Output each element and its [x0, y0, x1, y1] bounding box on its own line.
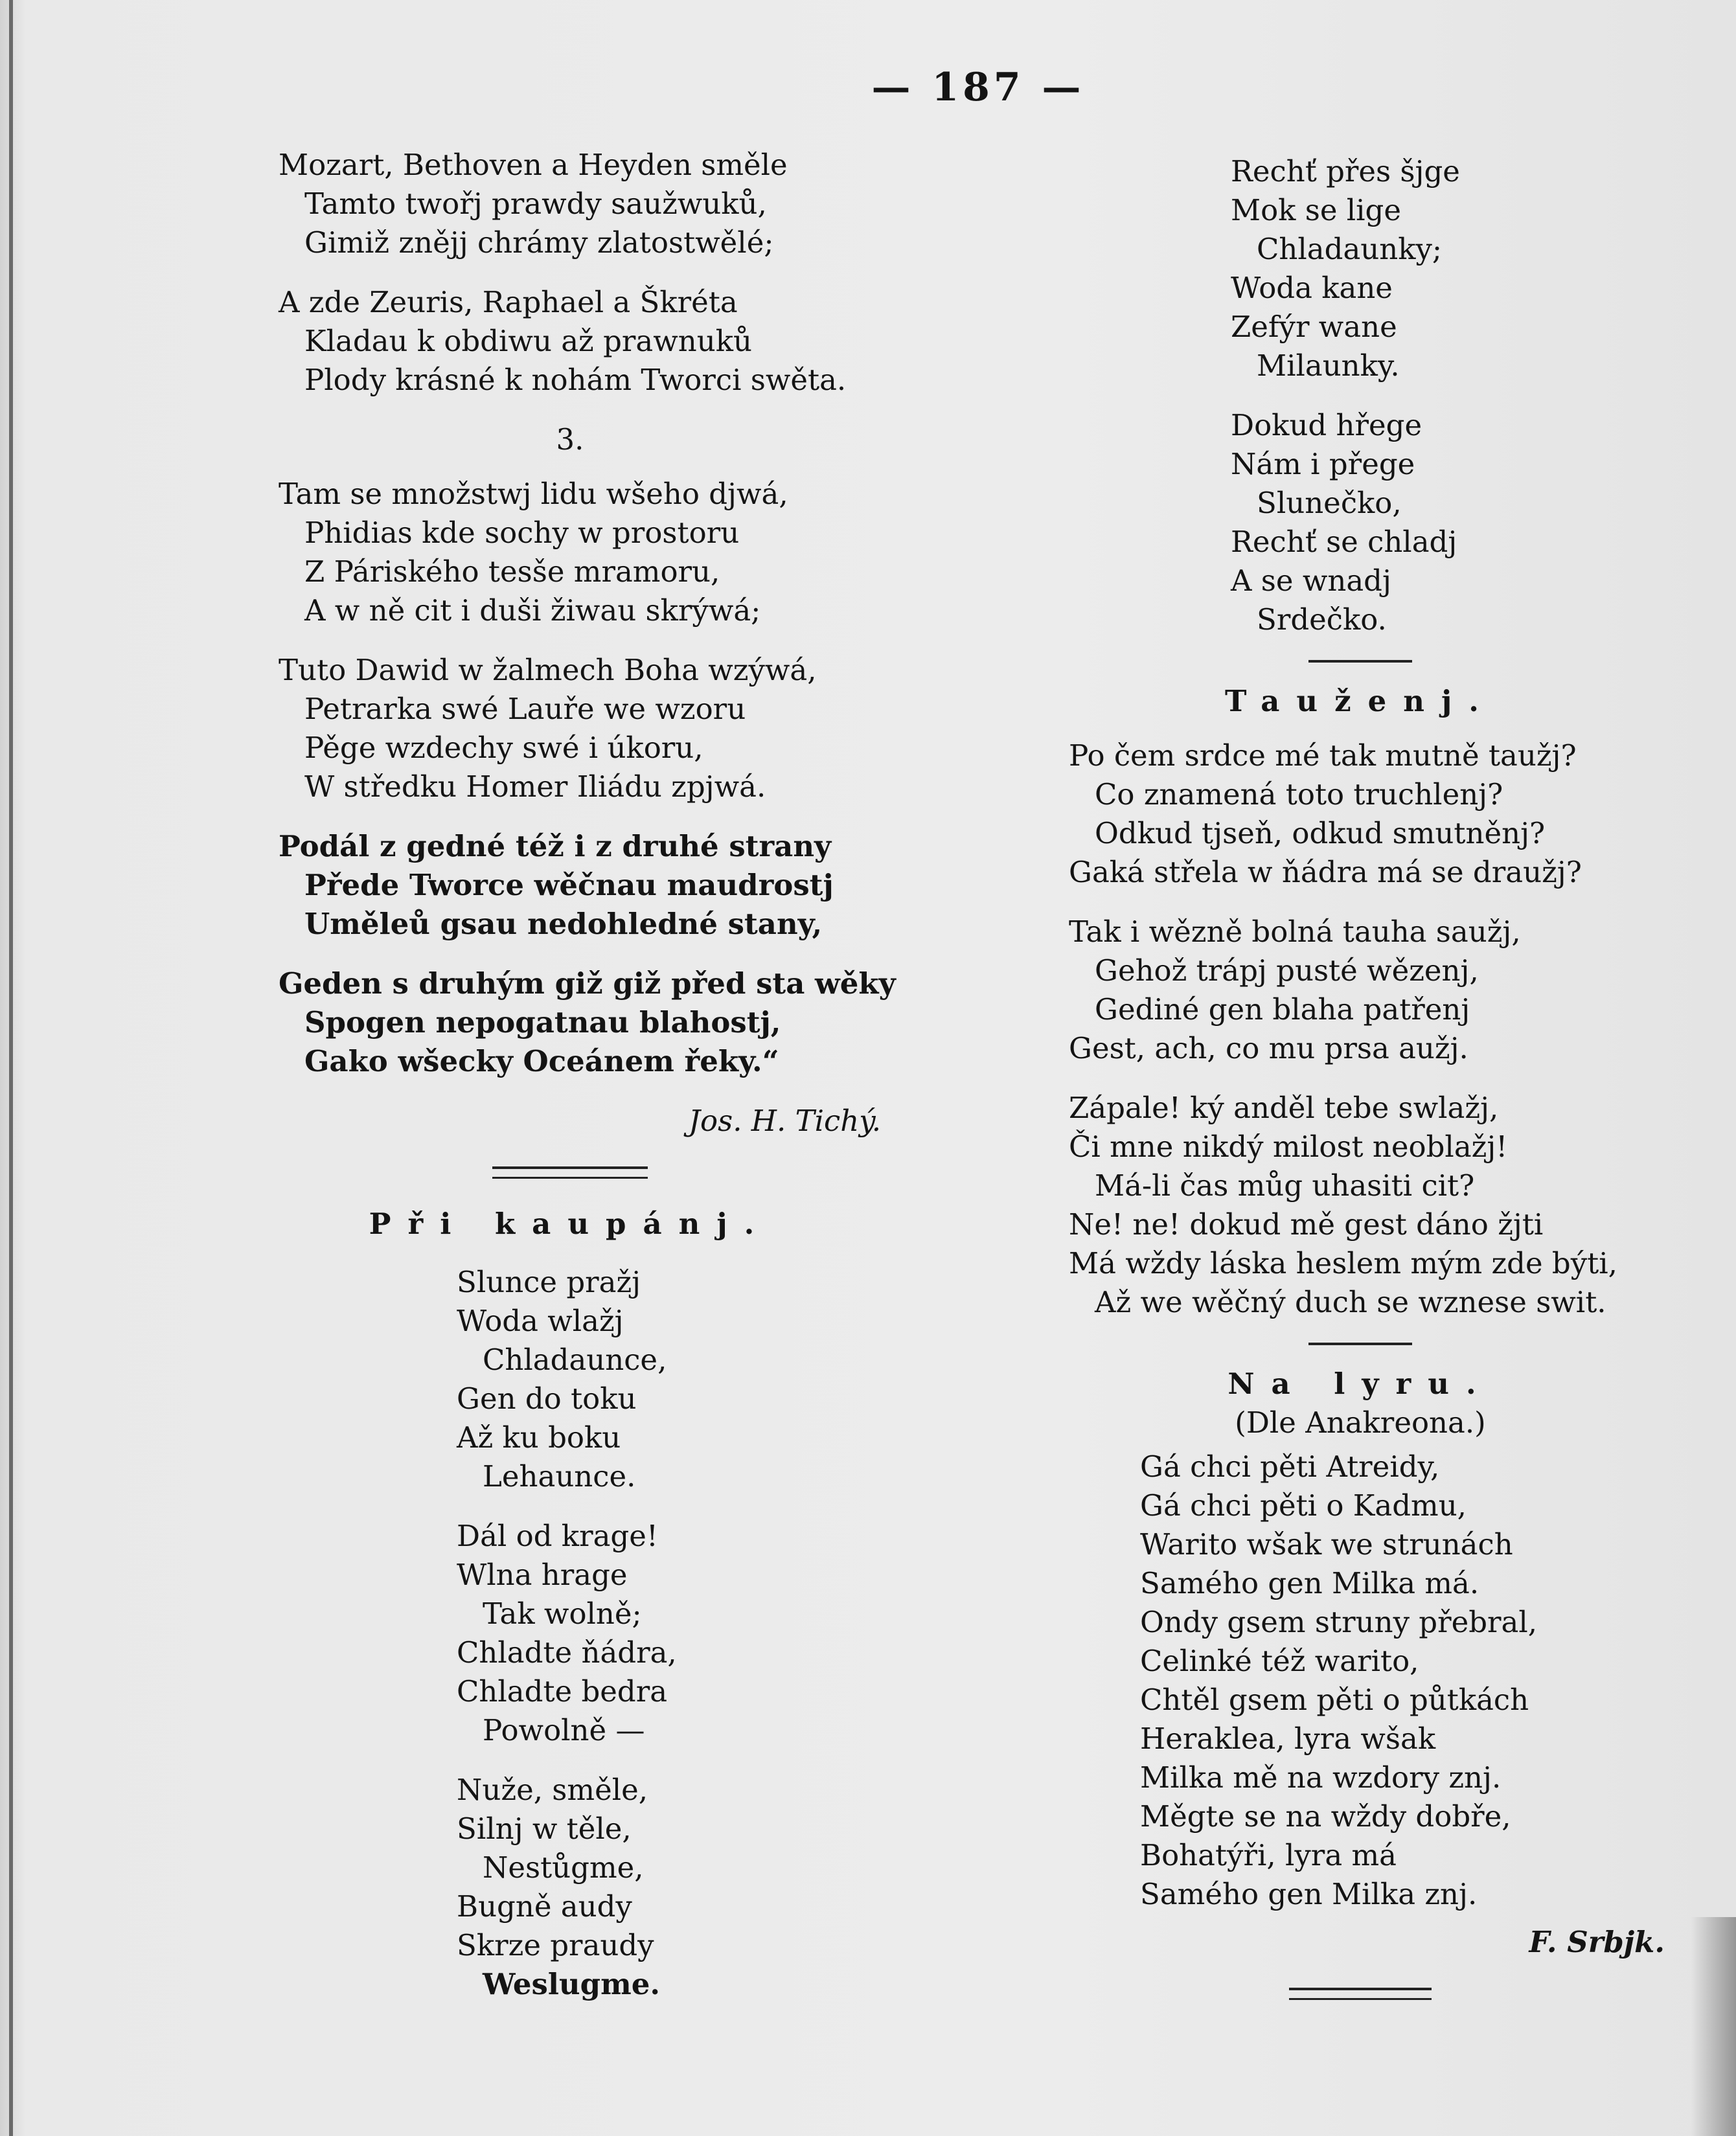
verse-line: Až ku boku [457, 1420, 621, 1455]
stanza [279, 827, 862, 944]
verse-line: Chladaunky; [1257, 232, 1443, 266]
verse-line: Tuto Dawid w žalmech Boha wzýwá, [279, 653, 817, 687]
verse-line: Petrarka swé Lauře we wzoru [304, 692, 746, 726]
verse-line: Milka mě na wzdory znj. [1140, 1760, 1502, 1795]
verse-line: Weslugme. [483, 1967, 661, 2001]
author-signature: Jos. H. Tichý. [688, 1104, 881, 1138]
right-column [1069, 152, 1665, 2026]
verse-line: Po čem srdce mé tak mutně taužj? [1069, 738, 1577, 773]
verse-line: A w ně cit i duši žiwau skrýwá; [304, 593, 761, 628]
page-spine [9, 0, 13, 2136]
verse-line: Silnj w těle, [457, 1812, 632, 1846]
verse-line: Až we wěčný duch se wznese swit. [1095, 1285, 1606, 1319]
stanza [457, 1263, 862, 1496]
poem-title: Na lyru. [1228, 1367, 1493, 1401]
poem-title: Při kaupánj. [369, 1207, 771, 1241]
verse-line: Chladte bedra [457, 1674, 668, 1709]
verse-line: Chladaunce, [483, 1343, 667, 1377]
section-divider [1308, 660, 1412, 663]
verse-line: Gimiž znějj chrámy zlatostwělé; [304, 225, 774, 260]
verse-line: Tak wolně; [483, 1596, 642, 1631]
verse-line: Tamto twořj prawdy saužwuků, [304, 187, 767, 221]
verse-line: Chladte ňádra, [457, 1635, 677, 1670]
poem-title: Tauženj. [1225, 684, 1496, 718]
verse-line: Přede Tworce wěčnau maudrostj [304, 868, 834, 902]
verse-line: Bohatýři, lyra má [1140, 1838, 1397, 1872]
verse-line: Odkud tjseň, odkud smutněnj? [1095, 816, 1546, 850]
verse-line: Mok se lige [1231, 193, 1401, 227]
verse-line: Celinké též warito, [1140, 1644, 1419, 1678]
verse-line: Plody krásné k nohám Tworci swěta. [304, 363, 847, 397]
stanza [1231, 152, 1652, 385]
verse-line: Ne! ne! dokud mě gest dáno žjti [1069, 1207, 1544, 1242]
verse-line: Rechť přes šjge [1231, 154, 1460, 188]
verse-line: Slunce pražj [457, 1265, 641, 1299]
verse-line: Gá chci pěti o Kadmu, [1140, 1488, 1467, 1523]
verse-line: Měgte se na wždy dobře, [1140, 1799, 1511, 1834]
stanza [1069, 913, 1652, 1068]
verse-line: Zefýr wane [1231, 310, 1397, 344]
verse-line: Gest, ach, co mu prsa aužj. [1069, 1031, 1468, 1065]
verse-line: Gá chci pěti Atreidy, [1140, 1449, 1440, 1484]
verse-line: Samého gen Milka má. [1140, 1566, 1479, 1600]
verse-line: Nám i přege [1231, 447, 1415, 481]
verse-line: Woda kane [1231, 271, 1393, 305]
verse-line: Herakleа, lyra wšak [1140, 1721, 1436, 1756]
verse-line: Skrze praudy [457, 1928, 654, 1962]
verse-line: W středku Homer Iliádu zpjwá. [304, 769, 766, 804]
verse-line: Wlna hrage [457, 1558, 628, 1592]
verse-line: Kladau k obdiwu až prawnuků [304, 324, 752, 358]
page-number: — 187 — [871, 65, 1085, 110]
verse-line: Woda wlažj [457, 1304, 624, 1338]
verse-line: Co znamená toto truchlenj? [1095, 777, 1503, 812]
stanza [1069, 1089, 1652, 1322]
verse-line: Powolně — [483, 1713, 645, 1747]
section-divider [492, 1166, 648, 1179]
verse-line: Milaunky. [1257, 348, 1400, 383]
stanza [457, 1771, 862, 2004]
author-signature: F. Srbjk. [1529, 1925, 1665, 1959]
verse-line: Srdečko. [1257, 602, 1387, 637]
verse-line: Má wždy láska heslem mým zde býti, [1069, 1246, 1617, 1280]
verse-line: A zde Zeuris, Raphael a Škréta [279, 285, 738, 319]
section-divider [1308, 1343, 1412, 1345]
verse-line: Phidias kde sochy w prostoru [304, 516, 740, 550]
verse-line: Nuže, směle, [457, 1773, 648, 1807]
poem-body [1069, 1448, 1652, 1914]
verse-line: Dokud hřege [1231, 408, 1422, 442]
poem-body [1069, 736, 1652, 1322]
poem-continuation [1069, 152, 1652, 639]
verse-line: Dál od krage! [457, 1519, 658, 1553]
verse-line: Gediné gen blaha patřenj [1095, 992, 1470, 1027]
verse-line: Pěge wzdechy swé i úkoru, [304, 731, 703, 765]
verse-line: Mozart, Bethoven a Heyden směle [279, 148, 788, 182]
stanza [279, 283, 862, 400]
verse-line: Tak i wězně bolná tauha saužj, [1069, 915, 1521, 949]
verse-line: Geden s druhým giž giž před sta wěky [279, 966, 896, 1001]
verse-line: Gaká střela w ňádra má se draužj? [1069, 855, 1582, 889]
verse-line: Rechť se chladj [1231, 525, 1457, 559]
page-edge-shadow [1691, 1917, 1736, 2136]
verse-line: Bugně audy [457, 1889, 632, 1924]
section-number: 3. [556, 422, 584, 457]
verse-line: Z Páriského tesše mramoru, [304, 554, 720, 589]
stanza [279, 964, 896, 1081]
verse-line: Slunečko, [1257, 486, 1402, 520]
stanza [279, 475, 862, 630]
stanza [279, 146, 862, 262]
verse-line: Samého gen Milka znj. [1140, 1877, 1478, 1911]
verse-line: Ondy gsem struny přebral, [1140, 1605, 1538, 1639]
verse-line: Zápale! ký anděl tebe swlažj, [1069, 1091, 1499, 1125]
stanza [1069, 736, 1652, 892]
verse-line: Tam se množstwj lidu wšeho djwá, [279, 477, 788, 511]
stanza [1231, 406, 1652, 639]
verse-line: Chtěl gsem pěti o půtkách [1140, 1683, 1529, 1717]
stanza [279, 651, 862, 806]
poem-body [279, 1263, 862, 2004]
verse-line: Gako wšecky Oceánem řeky.“ [304, 1044, 779, 1078]
verse-line: Lehaunce. [483, 1459, 636, 1494]
verse-line: Gehož trápj pusté wězenj, [1095, 953, 1479, 988]
section-divider [1289, 1988, 1432, 2000]
verse-line: Uměleů gsau nedohledné stany, [304, 907, 823, 941]
verse-line: Gen do toku [457, 1381, 637, 1416]
left-column [279, 146, 896, 2025]
verse-line: Nestůgme, [483, 1850, 644, 1885]
verse-line: Warito wšak we strunách [1140, 1527, 1513, 1562]
verse-line: A se wnadj [1231, 563, 1391, 598]
poem-subtitle: (Dle Anakreona.) [1235, 1405, 1486, 1440]
verse-line: Či mne nikdý milost neoblažj! [1069, 1130, 1508, 1164]
verse-line: Má-li čas můg uhasiti cit? [1095, 1168, 1475, 1203]
stanza [457, 1517, 862, 1750]
verse-line: Spogen nepogatnau blahostj, [304, 1005, 781, 1040]
verse-line: Podál z gedné též i z druhé strany [279, 829, 832, 863]
